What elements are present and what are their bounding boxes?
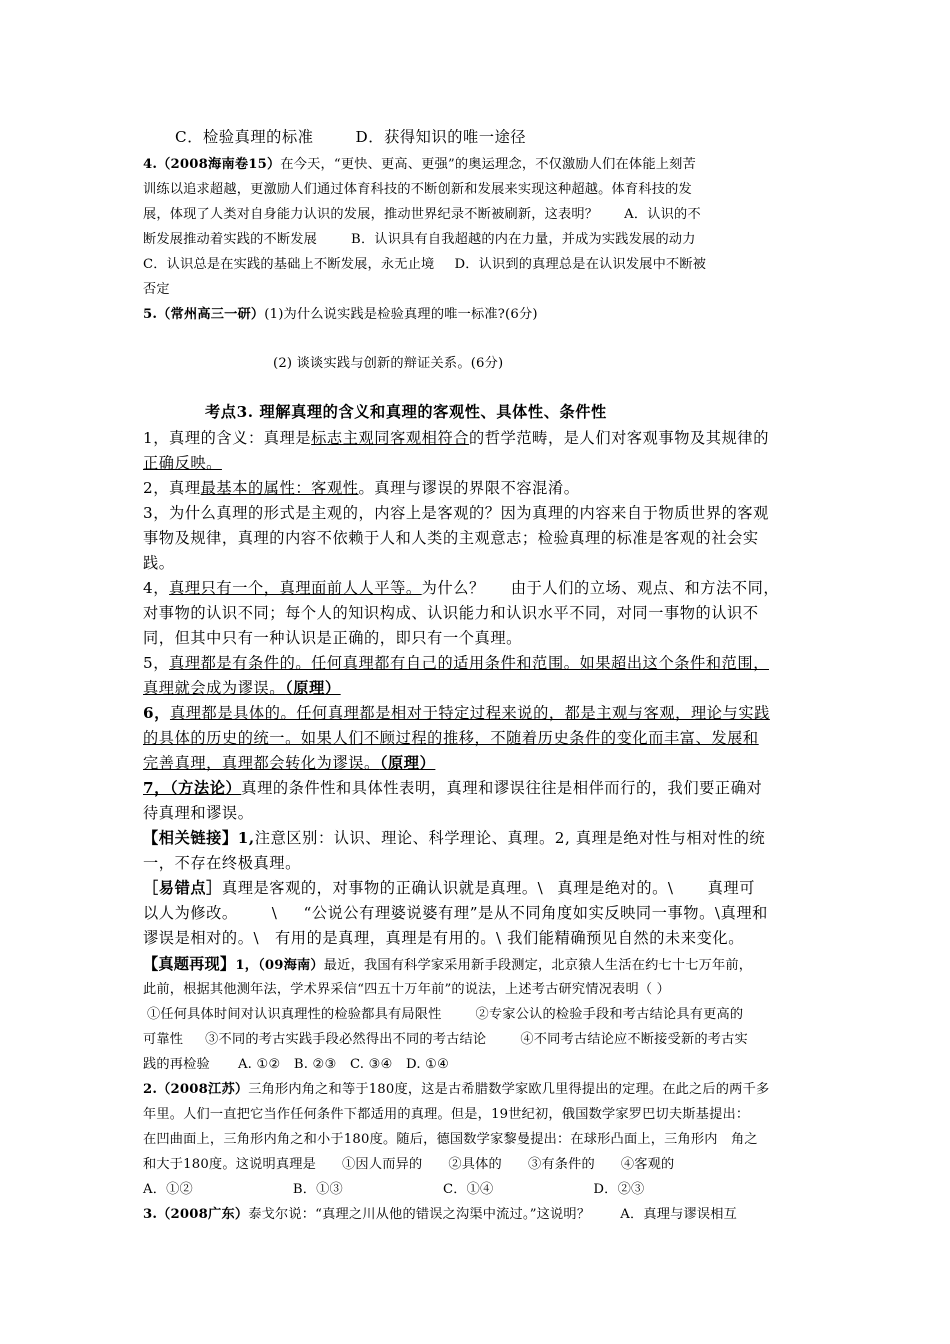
real-q1-item-1: ①任何具体时间对认识真理性的检验都具有局限性 (147, 1007, 442, 1022)
q2-option-b: B．①③ (292, 1182, 343, 1197)
q2-line-5 (143, 1178, 823, 1197)
real-q1-line-4 (143, 1028, 823, 1047)
p6-underlined: 的具体的历史的统一。如果人们不顾过程的推移，不随着历史条件的变化而丰富、发展和 (143, 729, 759, 747)
q4-option-a: A．认识的不 (624, 207, 701, 222)
real-q1-line-1 (143, 953, 823, 974)
real-q1-source: 1，（09海南） (235, 958, 324, 973)
p5-underlined: 真理都是有条件的。任何真理都有自己的适用条件和范围。如果超出这个条件和范围， (169, 654, 769, 672)
q4-option-b: B．认识具有自我超越的内在力量，并成为实践发展的动力 (351, 232, 696, 247)
p4-text: 为什么？ (421, 579, 485, 597)
point-1-line-1 (143, 427, 823, 448)
related-link-line-1 (143, 827, 823, 848)
p5-text: 5， (143, 654, 170, 672)
p4-text: 由于人们的立场、观点、和方法不同， (510, 579, 780, 597)
point-4-line-2 (143, 602, 823, 623)
q4-option-a-cont: 断发展推动着实践的不断发展 (143, 232, 318, 247)
q4-line-5 (143, 253, 823, 272)
real-q1-item-3: ③不同的考古实践手段必然得出不同的考古结论 (205, 1032, 487, 1047)
q2-line-2 (143, 1103, 823, 1122)
p1-text: 1，真理的含义：真理是 (143, 429, 312, 447)
p1-text: 的哲学范畴，是人们对客观事物及其规律的 (469, 429, 769, 447)
related-link-label: 【相关链接】 (143, 829, 238, 847)
point-6-line-2 (143, 727, 823, 748)
real-q1-text: 最近，我国有科学家采用新手段测定，北京猿人生活在约七十七万年前， (323, 958, 753, 973)
error-points-text: 谬误是相对的。\ 有用的是真理，真理是有用的。\ 我们能精确预见自然的未来变化。 (143, 929, 744, 947)
error-points-text: 真理是绝对的。\ (557, 879, 674, 897)
point-5-line-1 (143, 652, 823, 673)
q3-line-1 (143, 1203, 823, 1222)
p6-number: 6， (143, 704, 170, 722)
q4-option-d-cont: 否定 (143, 282, 170, 297)
p6-principle-tag: （原理） (379, 754, 436, 772)
p4-text: 同，但其中只有一种认识是正确的，即只有一个真理。 (143, 629, 522, 647)
real-q1-line-5 (143, 1053, 823, 1072)
real-q1-options: A. ①② B. ②③ C. ③④ D. ①④ (237, 1057, 450, 1072)
q5-line-1 (143, 303, 823, 322)
real-q1-text: 此前，根据其他测年法，学术界采信“四五十万年前”的说法，上述考古研究情况表明（ ） (143, 982, 670, 997)
q2-label: 2.（2008江苏） (143, 1082, 249, 1097)
p4-underlined: 真理只有一个，真理面前人人平等。 (169, 579, 422, 597)
q4-line-3 (143, 203, 823, 222)
error-points-text: 以人为修改。 (143, 904, 238, 922)
q4-line-2 (143, 178, 823, 197)
q4-line-6 (143, 278, 823, 297)
real-q1-item-2-cont: 可靠性 (143, 1032, 184, 1047)
related-link-text: 一，不存在终极真理。 (143, 854, 301, 872)
point-3-line-1 (143, 502, 823, 523)
point-1-line-2 (143, 452, 823, 473)
real-q1-item-2: ②专家公认的检验手段和考古结论具有更高的 (475, 1007, 744, 1022)
point-6-line-1 (143, 702, 823, 723)
q5-label: 5.（常州高三一研） (143, 307, 265, 322)
error-points-text: \ (271, 904, 278, 922)
p3-text: 3，为什么真理的形式是主观的，内容上是客观的？因为真理的内容来自于物质世界的客观 (143, 504, 769, 522)
point-5-line-2 (143, 677, 823, 698)
option-c: C．检验真理的标准 (175, 128, 314, 146)
error-points-line-1 (143, 877, 823, 898)
real-q1-item-4-cont: 践的再检验 (143, 1057, 210, 1072)
p3-text: 事物及规律，真理的内容不依赖于人和人类的主观意志；检验真理的标准是客观的社会实 (143, 529, 759, 547)
real-q1-item-4: ④不同考古结论应不断接受新的考古实 (520, 1032, 748, 1047)
q3-text: 泰戈尔说：“真理之川从他的错误之沟渠中流过。”这说明？ (248, 1207, 591, 1222)
q4-line-4 (143, 228, 823, 247)
q4-option-c: C．认识总是在实践的基础上不断发展，永无止境 (143, 257, 435, 272)
related-link-line-2 (143, 852, 823, 873)
q4-text: 展，体现了人类对自身能力认识的发展，推动世界纪录不断被刷新，这表明？ (143, 207, 599, 222)
p1-underlined: 标志主观同客观相符合 (311, 429, 470, 447)
error-points-text: 真理可 (707, 879, 756, 897)
point-2 (143, 477, 823, 498)
q5-part-1: (1)为什么说实践是检验真理的唯一标准?(6分) (264, 307, 538, 322)
p7-text: 待真理和谬误。 (143, 804, 254, 822)
section-heading (205, 401, 885, 422)
q5-part-2: (2) 谈谈实践与创新的辩证关系。(6分) (273, 356, 504, 371)
related-link-number: 1, (237, 829, 255, 847)
q2-text: 和大于180度。这说明真理是 (143, 1157, 317, 1172)
option-d: D．获得知识的唯一途径 (355, 128, 527, 146)
p2-underlined: 最基本的属性：客观性 (200, 479, 359, 497)
real-q1-line-3 (147, 1003, 827, 1022)
related-link-text: 注意区别：认识、理论、科学理论、真理。2, 真理是绝对性与相对性的统 (254, 829, 766, 847)
real-exam-label: 【真题再现】 (143, 955, 236, 973)
q2-line-4 (143, 1153, 823, 1172)
point-7-line-2 (143, 802, 823, 823)
q2-line-3 (143, 1128, 823, 1147)
q2-item-1: ①因人而异的 (342, 1157, 423, 1172)
point-4-line-1 (143, 577, 823, 598)
point-3-line-2 (143, 527, 823, 548)
error-points-line-2 (143, 902, 823, 923)
real-q1-line-2 (143, 978, 823, 997)
error-points-label: ［易错点］ (143, 879, 222, 897)
error-points-text: “公说公有理婆说婆有理”是从不同角度如实反映同一事物。\真理和 (303, 904, 768, 922)
error-points-line-3 (143, 927, 823, 948)
p2-text: 2，真理 (143, 479, 201, 497)
q4-line-1 (143, 153, 823, 172)
p7-methodology-tag: 7，（方法论） (143, 779, 242, 797)
p2-text: 。真理与谬误的界限不容混淆。 (358, 479, 580, 497)
point-4-line-3 (143, 627, 823, 648)
q4-text: 在今天，“更快、更高、更强”的奥运理念，不仅激励人们在体能上刻苦 (280, 157, 696, 172)
q3-option-a: A．真理与谬误相互 (620, 1207, 738, 1222)
q3-label: 3.（2008广东） (143, 1207, 249, 1222)
q2-text: 三角形内角之和等于180度，这是古希腊数学家欧几里得提出的定理。在此之后的两千多 (248, 1082, 770, 1097)
point-3-line-3 (143, 552, 823, 573)
p6-underlined: 完善真理，真理都会转化为谬误。 (143, 754, 380, 772)
q4-label: 4.（2008海南卷15） (143, 157, 281, 172)
q4-option-d: D．认识到的真理总是在认识发展中不断被 (454, 257, 707, 272)
q2-option-c: C．①④ (442, 1182, 494, 1197)
q2-item-3: ③有条件的 (527, 1157, 595, 1172)
q2-item-4: ④客观的 (620, 1157, 675, 1172)
p1-underlined: 正确反映。 (143, 454, 222, 472)
q2-option-a: A．①② (143, 1182, 193, 1197)
q2-option-d: D．②③ (593, 1182, 645, 1197)
p4-text: 4， (143, 579, 170, 597)
heading-text: 考点3. 理解真理的含义和真理的客观性、具体性、条件性 (205, 403, 607, 421)
p6-underlined: 真理都是具体的。任何真理都是相对于特定过程来说的，都是主观与客观，理论与实践 (169, 704, 770, 722)
q2-line-1 (143, 1078, 823, 1097)
p5-underlined: 真理就会成为谬误。 (143, 679, 286, 697)
q5-line-2 (273, 352, 950, 371)
q2-item-2: ②具体的 (448, 1157, 502, 1172)
p3-text: 践。 (143, 554, 175, 572)
point-7-line-1 (143, 777, 823, 798)
p4-text: 对事物的认识不同；每个人的知识构成、认识能力和认识水平不同，对同一事物的认识不 (143, 604, 759, 622)
q4-text: 训练以追求超越，更激励人们通过体育科技的不断创新和发展来实现这种超越。体育科技的发 (143, 182, 692, 197)
q2-text: 年里。人们一直把它当作任何条件下都适用的真理。但是，19世纪初，俄国数学家罗巴切夫斯基提出： (143, 1107, 750, 1122)
q2-text: 在凹曲面上，三角形内角之和小于180度。随后，德国数学家黎曼提出：在球形凸面上，三角形内 角之 (143, 1132, 758, 1147)
p5-principle-tag: （原理） (285, 679, 341, 697)
error-points-text: 真理是客观的，对事物的正确认识就是真理。\ (221, 879, 544, 897)
point-6-line-3 (143, 752, 823, 773)
p7-text: 真理的条件性和具体性表明，真理和谬误往往是相伴而行的，我们要正确对 (241, 779, 763, 797)
q3-options (175, 126, 855, 147)
